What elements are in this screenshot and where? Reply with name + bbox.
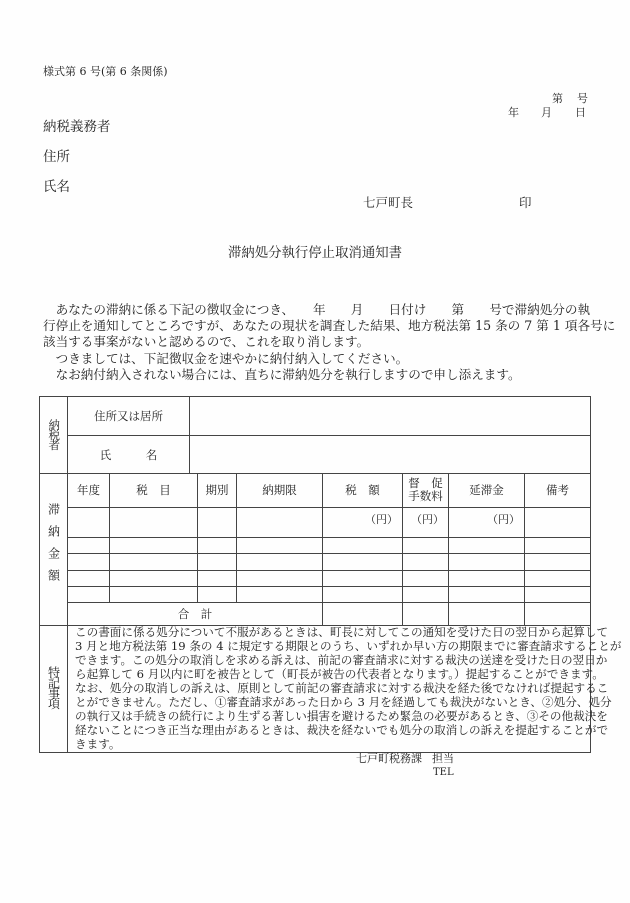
table-cell — [449, 586, 525, 602]
footer-tel-label: TEL — [433, 767, 454, 778]
table-cell — [68, 537, 110, 553]
notes-line: の執行又は手続きの続行により生ずる著しい損害を避けるため緊急の必要があるとき、③その他裁決を — [75, 709, 608, 723]
recipient-address-label: 住所 — [43, 149, 70, 165]
taxpayer-address-label: 住所又は居所 — [68, 397, 190, 436]
table-cell — [323, 570, 403, 586]
taxpayer-address-value — [190, 397, 591, 436]
body-line: あなたの滞納に係る下記の徴収金につき、 年 月 日付け 第 号で滞納処分の執 — [43, 302, 591, 317]
table-cell — [525, 507, 591, 537]
table-cell — [198, 553, 237, 570]
table-cell — [403, 553, 449, 570]
table-cell — [198, 507, 237, 537]
taxpayer-section-label-cell — [40, 397, 68, 474]
table-cell — [110, 507, 198, 537]
table-cell — [110, 570, 198, 586]
taxpayer-name-row — [40, 436, 591, 474]
arrears-header-row — [40, 473, 591, 507]
table-cell — [110, 537, 198, 553]
table-cell — [110, 553, 198, 570]
column-header-due-date: 納期限 — [237, 473, 323, 507]
table-cell — [403, 570, 449, 586]
body-line: つきましては、下記徴収金を速やかに納付納入してください。 — [43, 350, 409, 366]
demand-fee-unit: （円） — [403, 507, 449, 537]
total-tax-amount — [323, 602, 403, 625]
demand-fee-line2: 手数料 — [408, 488, 443, 503]
issuer-name: 七戸町長 — [363, 195, 414, 210]
table-cell — [403, 586, 449, 602]
table-cell — [403, 537, 449, 553]
form-number: 様式第 6 号(第 6 条関係) — [43, 65, 168, 78]
total-demand-fee — [403, 602, 449, 625]
table-cell — [68, 507, 110, 537]
date-year: 年 — [508, 106, 519, 119]
demand-fee-line1: 督 促 — [408, 475, 443, 490]
notes-line: この書面に係る処分について不服があるときは、町長に対してこの通知を受けた日の翌日から起算して — [75, 625, 609, 639]
table-cell — [237, 507, 323, 537]
body-paragraph — [43, 302, 616, 383]
column-header-demand-fee — [403, 473, 449, 507]
table-cell — [525, 570, 591, 586]
body-line: なお納付納入されない場合には、直ちに滞納処分を執行しますので申し添えます。 — [43, 366, 521, 382]
notes-line: なお、処分の取消しの訴えは、原則として前記の審査請求に対する裁決を経た後でなければ提起するこ — [75, 681, 609, 695]
body-line: 該当する事案がないと認めるので、これを取り消します。 — [43, 334, 370, 350]
table-cell — [237, 586, 323, 602]
notes-line: とができません。ただし、①審査請求があった日から 3 月を経過しても裁決がないとき、②処分、処分 — [75, 695, 612, 709]
footer-department: 七戸町税務課 — [356, 752, 422, 765]
notes-section-label-cell — [40, 625, 68, 752]
table-cell — [323, 586, 403, 602]
table-row — [40, 507, 591, 537]
total-remarks — [525, 602, 591, 625]
table-row — [40, 570, 591, 586]
notes-section-label: 特記事項 — [46, 665, 61, 708]
table-cell — [449, 537, 525, 553]
table-cell — [449, 570, 525, 586]
recipient-heading: 納税義務者 — [43, 119, 111, 135]
table-cell — [237, 553, 323, 570]
taxpayer-name-label: 氏 名 — [68, 436, 190, 474]
column-header-tax-amount: 税 額 — [323, 473, 403, 507]
table-cell — [525, 586, 591, 602]
date-day: 日 — [575, 106, 586, 119]
column-header-year: 年度 — [68, 473, 110, 507]
notes-table — [39, 625, 622, 753]
table-cell — [525, 537, 591, 553]
taxpayer-name-value — [190, 436, 591, 474]
column-header-late-charge: 延滞金 — [449, 473, 525, 507]
body-line: 行停止を通知してところですが、あなたの現状を調査した結果、地方税法第 15 条の 7 第 1 項各号に — [43, 318, 616, 334]
table-cell — [68, 586, 110, 602]
taxpayer-section-label: 納税者 — [47, 418, 62, 449]
table-cell — [198, 570, 237, 586]
notes-line: 3 月と地方税法第 19 条の 4 に規定する期限とのうち、いずれか早い方の期限までに審査請求することが — [75, 639, 622, 653]
arrears-table — [39, 473, 591, 626]
column-header-tax-item: 税 目 — [110, 473, 198, 507]
table-cell — [525, 553, 591, 570]
notes-text — [68, 625, 622, 752]
table-cell — [449, 553, 525, 570]
late-charge-unit: （円） — [449, 507, 525, 537]
issuer-seal: 印 — [519, 195, 532, 210]
table-cell — [68, 570, 110, 586]
document-title: 滞納処分執行停止取消通知書 — [227, 246, 403, 261]
arrears-section-label: 滞納金額 — [46, 503, 61, 592]
table-row — [40, 586, 591, 602]
total-label: 合 計 — [68, 602, 323, 625]
total-late-charge — [449, 602, 525, 625]
taxpayer-address-row — [40, 397, 591, 436]
total-row — [40, 602, 591, 625]
table-row — [40, 537, 591, 553]
table-cell — [110, 586, 198, 602]
notes-line: ら起算して 6 月以内に町を被告として（町長が被告の代表者となります。）提起することができます。 — [75, 667, 604, 681]
footer-contact-label: 担当 — [432, 752, 454, 765]
notes-row — [40, 625, 591, 752]
table-cell — [198, 537, 237, 553]
tax-amount-unit: （円） — [323, 507, 403, 537]
table-cell — [68, 553, 110, 570]
table-cell — [237, 537, 323, 553]
notes-line: 経ないことにつき正当な理由があるときは、裁決を経ないでも処分の取消しの訴えを提起することがで — [75, 723, 609, 737]
column-header-remarks: 備考 — [525, 473, 591, 507]
table-cell — [237, 570, 323, 586]
notes-line: できます。この処分の取消しを求める訴えは、前記の審査請求に対する裁決の送達を受けた日の翌日か — [75, 653, 608, 667]
table-row — [40, 553, 591, 570]
date-month: 月 — [541, 106, 552, 119]
table-cell — [323, 537, 403, 553]
taxpayer-table — [39, 396, 591, 474]
recipient-name-label: 氏名 — [43, 179, 70, 195]
notes-line: きます。 — [75, 737, 121, 751]
document-number-prefix: 第 — [552, 92, 563, 105]
column-header-period: 期別 — [198, 473, 237, 507]
arrears-section-label-cell — [40, 473, 68, 625]
table-cell — [323, 553, 403, 570]
document-number-suffix: 号 — [577, 92, 588, 105]
table-cell — [198, 586, 237, 602]
